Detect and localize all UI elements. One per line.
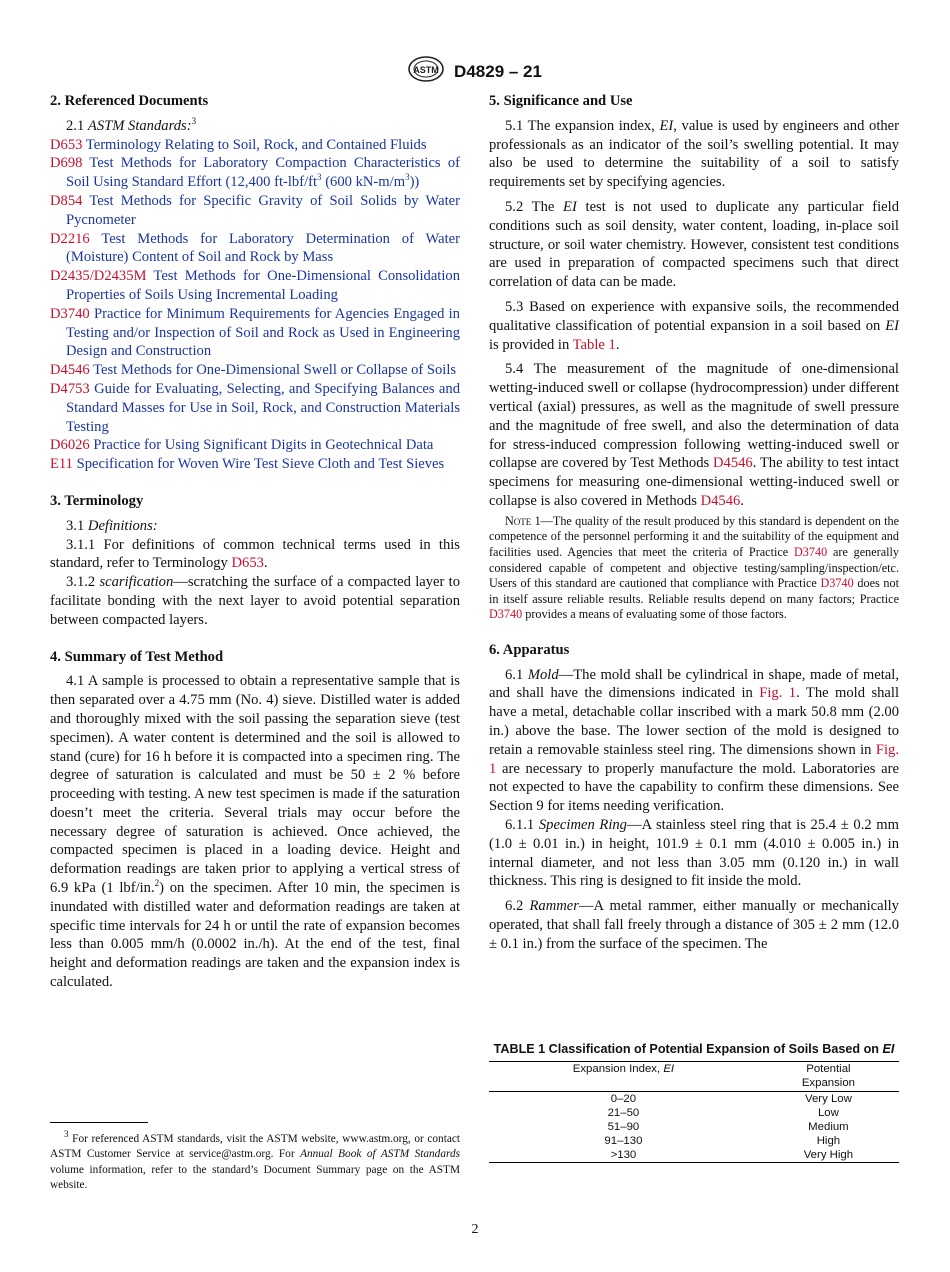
col-potential-expansion: Potential Expansion [801,1063,856,1089]
ref-title[interactable]: Test Methods for Laboratory Determination of Water (Moisture) Content of Soil and Rock by Mass [66,230,460,266]
section-5-4: 5.4 The measurement of the magnitude of one-dimensional wetting-induced swell or collapse (hydrocompression) under different vertical (axial) pressures, as well as the magnitude of swell pressure and the magnitude of free swell, and also the determination of data for stress-induced compression following wetting-induced swell or collapse are covered by Test Methods D4546. The ability to test intact specimens for measuring one-dimensional wetting-induced swell or collapse is also covered in Methods D4546. [489,361,899,509]
section-4-heading: 4. Summary of Test Method [50,648,224,665]
page-number: 2 [471,1222,479,1237]
section-6-1: 6.1 Mold—The mold shall be cylindrical in shape, made of metal, and shall have the dimensions indicated in Fig. 1. The mold shall have a metal, detachable collar inscribed with a mark 50.8 mm (2.00 in.) above the base. The lower section of the mold is designed to retain a removable stainless steel ring. The dimensions shown in Fig. 1 are necessary to properly manufacture the mold. Laboratories are not expected to have the capability to confirm these dimensions. See Section 9 for items needing verification. [489,666,900,815]
link-d3740[interactable]: D3740 [793,544,828,559]
right-column [489,92,899,954]
link-d4546[interactable]: D4546 [700,492,741,509]
ref-code[interactable]: D4546 [50,362,90,379]
ref-title[interactable]: Test Methods for One-Dimensional Swell or Collapse of Soils [93,362,457,379]
link-table-1[interactable]: Table 1 [572,336,616,353]
ref-code[interactable]: D653 [50,136,83,153]
ref-title[interactable]: Test Methods for One-Dimensional Consolidation Properties of Soils Using Incremental Loading [66,268,461,303]
table-row: 0–20 Very Low [610,1093,852,1106]
designation: D4829 – 21 [454,61,542,81]
link-d653[interactable]: D653 [231,555,264,572]
section-3-1-1: 3.1.1 For definitions of common technical terms used in this standard, refer to Terminology D653. [50,536,460,572]
section-5-3: 5.3 Based on experience with expansive soils, the recommended qualitative classification of potential expansion in a soil based on EI is provided in Table 1. [489,298,899,353]
section-2-heading: 2. Referenced Documents [50,93,209,109]
section-3-1-2: 3.1.2 scarification—scratching the surface of a compacted layer to facilitate bonding with the next layer to avoid potential separation between compacted layers. [50,574,461,628]
ref-code[interactable]: D2435/D2435M [50,268,147,285]
section-5-2: 5.2 The EI test is not used to duplicate any particular field conditions such as soil density, water content, loading, in-place soil structure, or soil water chemistry. However, consistent test conditions are used in preparation of compacted specimens such that direct correlation of data can be made. [489,198,899,291]
section-5-heading: 5. Significance and Use [489,93,633,109]
table-row: 91–130 High [604,1135,841,1148]
ref-d653[interactable] [50,136,460,155]
ref-title[interactable]: Specification for Woven Wire Test Sieve Cloth and Test Sieves [76,456,445,473]
ref-code[interactable]: D6026 [50,437,90,454]
link-d3740[interactable]: D3740 [820,576,854,591]
link-fig-1[interactable]: Fig. 1 [489,741,899,777]
ref-code[interactable]: D854 [50,192,83,209]
table-header-row [489,1062,899,1092]
ref-d2435[interactable] [50,267,460,305]
ref-d3740[interactable] [50,305,460,361]
ref-d6026[interactable] [50,436,460,455]
section-4-1: 4.1 A sample is processed to obtain a representative sample that is then separated over a 4.75 mm (No. 4) sieve. Distilled water is added and thoroughly mixed with the soil passing the separation sieve (test specimen). A water content is determined and the soil is allowed to stand (cure) for 16 h before it is compacted into a specimen ring. The degree of saturation is calculated and must be 50 ± 2 % before proceeding with testing. A new test specimen is made if the saturation doesn’t meet the criteria. Several trials may occur before the necessary degree of saturation is achieved. Once achieved, the compacted specimen is placed in a loading device. Height and deformation readings are taken prior to applying a vertical stress of 6.9 kPa (1 lbf/in.$^2$) on the specimen. After 10 min, the specimen is inundated with distilled water and deformation readings are taken at specific time intervals for 24 h or until the rate of expansion becomes less than 0.005 mm/h (0.0002 in./h). At the end of the test, final height and deformation readings are taken and the expansion index is calculated. [50,673,460,991]
ref-d854[interactable] [50,192,460,230]
left-column [50,92,460,992]
section-3-1: 3.1 Definitions: [66,517,158,534]
ref-title: Test Methods for Laboratory Compaction Characteristics of Soil Using Standard Effort (12,400 ft-lbf/ft [66,155,460,191]
link-d3740[interactable]: D3740 [489,607,523,622]
ref-title[interactable]: Guide for Evaluating, Selecting, and Specifying Balances and Standard Masses for Use in Soil, Rock, and Construction Materials Testing [66,380,460,435]
astm-logo-icon [408,56,444,87]
ref-title[interactable]: Practice for Minimum Requirements for Agencies Engaged in Testing and/or Inspection of Soil and Rock as Used in Engineering Design and Construction [66,305,460,360]
ref-e11[interactable] [50,455,460,474]
ref-d4753[interactable] [50,380,460,436]
section-6-1-1: 6.1.1 Specimen Ring—A stainless steel ring that is 25.4 ± 0.2 mm (1.0 ± 0.01 in.) in height, 101.9 ± 0.1 mm (4.010 ± 0.005 in.) in internal diameter, and not less than 3.05 mm (0.120 in.) in wall thickness. This ring is designed to fit inside the mold. [489,817,899,890]
ref-code[interactable]: D2216 [50,230,90,247]
section-3-heading: 3. Terminology [50,492,144,509]
note-1: Note 1—The quality of the result produced by this standard is dependent on the competence of the personnel performing it and the suitability of the equipment and facilities used. Agencies that meet the criteria of Practice D3740 are generally considered capable of competent and objective testing/sampling/inspection/etc. Users of this standard are cautioned that compliance with Practice D3740 does not in itself assure reliable results. Reliable results depend on many factors; Practice D3740 provides a means of evaluating some of those factors. [489,513,899,622]
ref-code[interactable]: E11 [50,456,73,473]
footnote-3: $^3$ For referenced ASTM standards, visit the ASTM website, www.astm.org, or contact ASTM Customer Service at service@astm.org. For Annual Book of ASTM Standards volume information, refer to the standard’s Document Summary page on the ASTM website. [50,1129,460,1192]
section-6-heading: 6. Apparatus [489,641,570,658]
page-header [0,56,950,87]
section-2-1: 2.1 ASTM Standards:$^3$ [66,115,197,134]
logo-text: ASTM [413,65,439,75]
link-fig-1[interactable]: Fig. 1 [759,685,797,702]
ref-d2216[interactable] [50,230,460,268]
table-row: 21–50 Low [607,1107,839,1120]
classification-table [489,1061,899,1163]
table-caption: TABLE 1 Classification of Potential Expansion of Soils Based on EI [493,1042,895,1056]
footnote-rule [50,1122,148,1123]
table-1 [489,1042,899,1163]
ref-d698[interactable]: D698 Test Methods for Laboratory Compaction Characteristics of Soil Using Standard Effort (12,400 $ft-lbf/ft^3$ (600 $kN-m/m^3$)) [50,155,460,191]
ref-d4546[interactable] [50,361,460,380]
section-5-1: 5.1 The expansion index, EI, value is used by engineers and other professionals as an indicator of the soil’s swelling potential. It may also be used to determine the suitability of a soil to satisfy requirements set by specifying agencies. [489,117,900,191]
link-d4546[interactable]: D4546 [712,455,753,472]
ref-code[interactable]: D3740 [50,305,90,322]
table-row: >130 Very High [489,1148,899,1163]
col-expansion-index: Expansion Index, EI [572,1063,675,1075]
table-row: 51–90 Medium [607,1121,849,1134]
ref-code[interactable]: D4753 [50,380,90,397]
ref-title[interactable]: Test Methods for Specific Gravity of Soil Solids by Water Pycnometer [66,192,460,228]
ref-code[interactable]: D698 [50,155,83,172]
section-6-2: 6.2 Rammer—A metal rammer, either manually or mechanically operated, that shall fall freely through a distance of 305 ± 2 mm (12.0 ± 0.1 in.) from the surface of the specimen. The [489,898,899,952]
ref-title[interactable]: Practice for Using Significant Digits in Geotechnical Data [93,437,434,454]
ref-title[interactable]: Terminology Relating to Soil, Rock, and Contained Fluids [85,136,427,153]
